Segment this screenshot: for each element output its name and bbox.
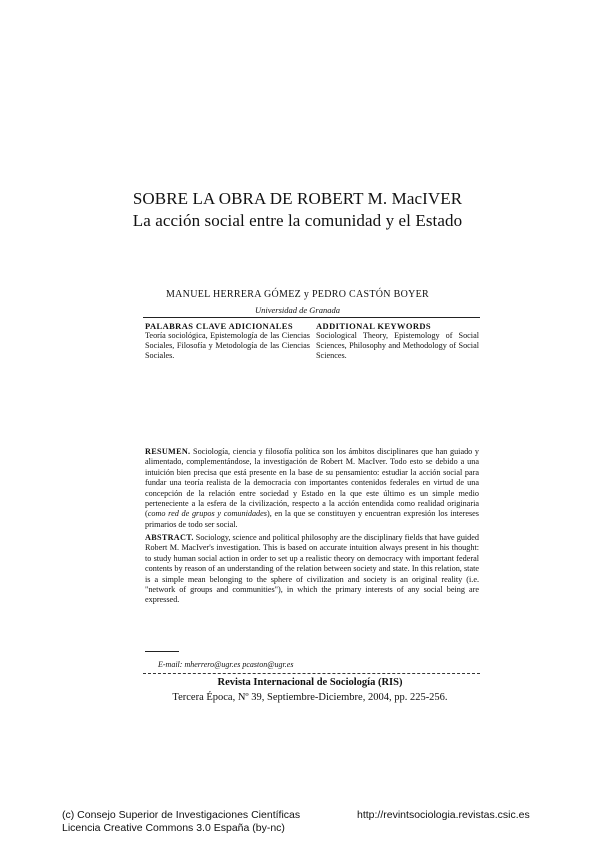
keywords-es-text: Teoría sociológica, Epistemología de las Ciencias Sociales, Filosofía y Metodología de las Ciencias Sociales.	[145, 331, 310, 360]
paper-subtitle: La acción social entre la comunidad y el Estado	[132, 211, 463, 230]
footer-copyright: (c) Consejo Superior de Investigaciones Científicas	[62, 809, 301, 821]
resumen-paragraph	[145, 447, 479, 530]
footnote-rule	[145, 651, 179, 652]
journal-issue: Tercera Época, Nº 39, Septiembre-Diciembre, 2004, pp. 225-256.	[172, 692, 448, 703]
keywords-en-heading: ADDITIONAL KEYWORDS	[316, 321, 432, 331]
keywords-es	[145, 321, 310, 361]
keywords-en	[316, 321, 479, 361]
keywords-es-heading: PALABRAS CLAVE ADICIONALES	[145, 321, 294, 331]
affiliation: Universidad de Granada	[255, 305, 340, 315]
resumen-text-before: Sociología, ciencia y filosofía política son los ámbitos disciplinares que han guiado y alimentado, complementándose, la investigación de Robert M. MacIver. Todo esto se debido a una intuición bien precisa que está presente en la base de su pensamiento: estudiar la acción social para fundar una teoría realista de la democracia con importantes contenidos federales en virtud de una concepción de la relación entre sociedad y Estado en la que este último es un simple medio perteneciente a la esfera de la civilización, respecto a la acción entendida como realidad originaria (	[145, 447, 479, 519]
paper-title: SOBRE LA OBRA DE ROBERT M. MacIVER	[132, 189, 463, 208]
keywords-en-text: Sociological Theory, Epistemology of Social Sciences, Philosophy and Methodology of Social Sciences.	[316, 331, 479, 360]
abstract-label: ABSTRACT.	[145, 533, 194, 542]
journal-rule	[143, 673, 480, 674]
email-addresses: mherrero@ugr.es pcaston@ugr.es	[184, 660, 294, 669]
resumen-label: RESUMEN.	[145, 447, 191, 456]
resumen-text-italic: como red de grupos y comunidades	[147, 509, 267, 519]
resumen-text-after: ), en la que se constituyen y encuentran expresión los intereses primarios de todo ser social.	[145, 509, 479, 529]
email-label: E-mail:	[158, 660, 183, 669]
footer-url[interactable]: http://revintsociologia.revistas.csic.es	[357, 809, 530, 821]
header-rule	[143, 317, 480, 318]
journal-name: Revista Internacional de Sociología (RIS)	[217, 677, 403, 688]
email-footnote	[158, 660, 293, 669]
authors: MANUEL HERRERA GÓMEZ y PEDRO CASTÓN BOYER	[165, 289, 430, 300]
footer-license: Licencia Creative Commons 3.0 España (by-nc)	[62, 822, 285, 834]
abstract-text: Sociology, science and political philosophy are the disciplinary fields that have guided Robert M. MacIver's investigation. This is based on accurate intuition always present in his thought: to study human social action in order to set up a realistic theory on democracy with important federal contents by reason of an understanding of the relation between society and state. In this relation, state is a simple mean belonging to the sphere of civilization and society is an original reality (i.e. "network of groups and communities"), in which the primary interests of any social being are expressed.	[145, 533, 480, 605]
abstract-paragraph	[145, 533, 479, 606]
